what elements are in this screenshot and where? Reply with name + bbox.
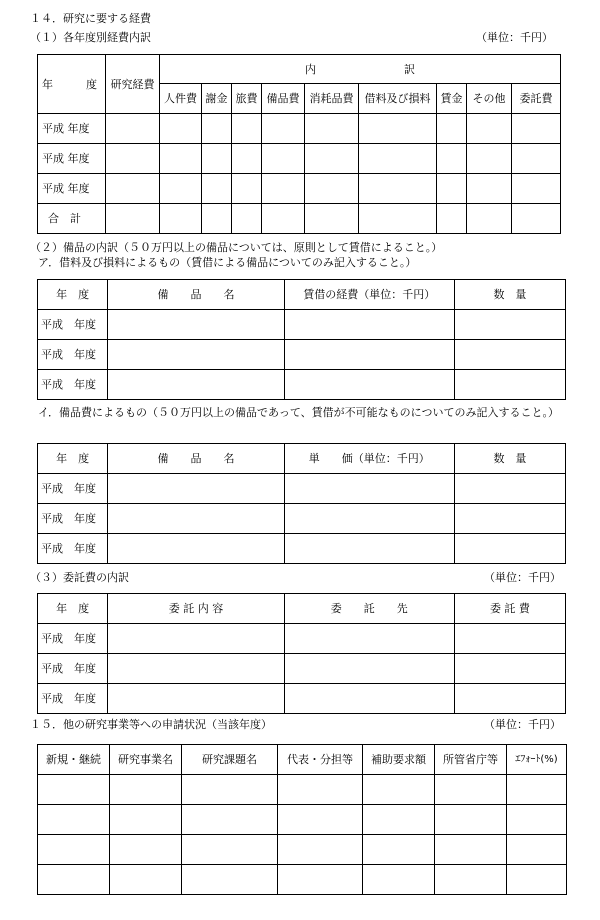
table-row [38,310,566,340]
year-label: 平成 年度 [38,624,108,654]
cell[interactable] [359,174,437,204]
header-research-topic: 研究課題名 [182,745,278,775]
header-quantity: 数 量 [454,280,565,310]
header-personnel: 人件費 [160,84,202,114]
year-label: 平成 年度 [38,174,106,204]
cell[interactable] [232,114,262,144]
cell[interactable] [467,114,512,144]
header-effort: ｴﾌｫｰﾄ(%) [507,745,567,775]
cell[interactable] [284,534,454,564]
cell[interactable] [106,174,160,204]
cell[interactable] [284,474,454,504]
header-new-continuing: 新規・継続 [38,745,110,775]
cell[interactable] [454,684,565,714]
cell[interactable] [363,805,435,835]
year-label: 平成 年度 [38,654,108,684]
cell[interactable] [160,114,202,144]
cell[interactable] [38,775,110,805]
cell[interactable] [108,624,284,654]
header-equipment: 備品費 [262,84,305,114]
header-rental: 借料及び損料 [359,84,437,114]
cell[interactable] [454,624,565,654]
cell[interactable] [512,144,561,174]
cell[interactable] [467,144,512,174]
cell[interactable] [435,865,507,895]
cell[interactable] [305,144,359,174]
cell[interactable] [160,204,202,234]
header-quantity: 数 量 [454,444,565,474]
sub2a-title: ア．借料及び損料によるもの（賃借による備品についてのみ記入すること。） [38,256,417,269]
cell[interactable] [262,204,305,234]
cell[interactable] [305,114,359,144]
purchased-equipment-table [37,443,566,564]
header-outsourcing-cost: 委 託 費 [454,594,565,624]
cell[interactable] [278,775,363,805]
cell[interactable] [202,204,232,234]
table-row [38,340,566,370]
header-outsourcing: 委託費 [512,84,561,114]
year-label: 平成 年度 [38,370,108,400]
header-role: 代表・分担等 [278,745,363,775]
cell[interactable] [262,174,305,204]
cell[interactable] [262,114,305,144]
cell[interactable] [512,204,561,234]
year-label: 平成 年度 [38,684,108,714]
rental-equipment-table [37,279,566,400]
cell[interactable] [507,775,567,805]
header-equipment-name: 備 品 名 [108,280,284,310]
cell[interactable] [359,144,437,174]
cell[interactable] [454,474,565,504]
header-wages: 賃金 [437,84,467,114]
section14-title: １４．研究に要する経費 [30,12,151,25]
header-outsourcing-content: 委 託 内 容 [108,594,284,624]
cell[interactable] [278,865,363,895]
cell[interactable] [284,684,454,714]
cell[interactable] [182,835,278,865]
table-row [38,624,566,654]
header-research-cost: 研究経費 [106,55,160,114]
header-year: 年 度 [38,594,108,624]
cell[interactable] [435,835,507,865]
total-label: 合 計 [38,204,106,234]
table-row [38,144,561,174]
cell[interactable] [284,340,454,370]
year-label: 平成 年度 [38,504,108,534]
cell[interactable] [110,805,182,835]
cell[interactable] [437,114,467,144]
header-travel: 旅費 [232,84,262,114]
table-row [38,504,566,534]
cell[interactable] [38,805,110,835]
cell[interactable] [284,504,454,534]
cell[interactable] [437,174,467,204]
header-unit-price: 単 価（単位：千円） [284,444,454,474]
year-label: 平成 年度 [38,474,108,504]
cell[interactable] [512,114,561,144]
table-row [38,805,567,835]
outsourcing-table [37,593,566,714]
year-label: 平成 年度 [38,310,108,340]
header-project-name: 研究事業名 [110,745,182,775]
cell[interactable] [108,654,284,684]
cell[interactable] [278,835,363,865]
cell[interactable] [305,204,359,234]
cell[interactable] [467,204,512,234]
table-row [38,114,561,144]
cell[interactable] [182,775,278,805]
cell[interactable] [110,865,182,895]
cell[interactable] [454,534,565,564]
cell[interactable] [38,865,110,895]
cell[interactable] [284,654,454,684]
header-year: 年 度 [38,444,108,474]
cell[interactable] [435,805,507,835]
header-equipment-name: 備 品 名 [108,444,284,474]
cell[interactable] [160,144,202,174]
sub2-title: （２）備品の内訳（５０万円以上の備品については、原則として賃借によること。） [30,241,443,254]
table-row [38,474,566,504]
other-applications-table [37,744,567,895]
cell[interactable] [437,144,467,174]
cell[interactable] [110,835,182,865]
year-label: 平成 年度 [38,144,106,174]
header-consumables: 消耗品費 [305,84,359,114]
sub3-unit: （単位：千円） [484,571,561,584]
table-row [38,684,566,714]
sub2b-title: イ．備品費によるもの（５０万円以上の備品であって、賃借が不可能なものについてのみ記入すること。） [38,406,559,419]
header-requested-amount: 補助要求額 [363,745,435,775]
cell[interactable] [454,310,565,340]
header-year: 年 度 [38,55,106,114]
table-row [38,174,561,204]
cell[interactable] [363,865,435,895]
cell[interactable] [435,775,507,805]
table-row [38,865,567,895]
cell[interactable] [284,370,454,400]
cell[interactable] [232,174,262,204]
cell[interactable] [108,340,284,370]
cell[interactable] [202,174,232,204]
cell[interactable] [359,114,437,144]
cell[interactable] [202,144,232,174]
cell[interactable] [454,504,565,534]
header-other: その他 [467,84,512,114]
cell[interactable] [437,204,467,234]
cell[interactable] [108,684,284,714]
cell[interactable] [232,204,262,234]
cell[interactable] [454,370,565,400]
cell[interactable] [454,654,565,684]
cell[interactable] [182,805,278,835]
sub1-unit: （単位：千円） [476,31,553,44]
header-contractor: 委 託 先 [284,594,454,624]
cell[interactable] [278,805,363,835]
cell[interactable] [108,504,284,534]
cell[interactable] [262,144,305,174]
cell[interactable] [232,144,262,174]
section15-title: １５．他の研究事業等への申請状況（当該年度） [30,718,272,731]
year-label: 平成 年度 [38,534,108,564]
table-row [38,534,566,564]
cell[interactable] [507,805,567,835]
cell[interactable] [363,775,435,805]
cell[interactable] [507,865,567,895]
cell[interactable] [284,310,454,340]
year-label: 平成 年度 [38,340,108,370]
sub1-title: （１）各年度別経費内訳 [30,31,151,44]
cell[interactable] [108,474,284,504]
table-row [38,775,567,805]
cell[interactable] [284,624,454,654]
cell[interactable] [38,835,110,865]
cell[interactable] [160,174,202,204]
cell[interactable] [363,835,435,865]
table-row [38,370,566,400]
cell[interactable] [507,835,567,865]
header-breakdown: 内 訳 [160,55,561,84]
cell[interactable] [106,114,160,144]
yearly-expense-table [37,54,561,234]
cell[interactable] [108,310,284,340]
cell[interactable] [108,534,284,564]
cell[interactable] [305,174,359,204]
cell[interactable] [106,204,160,234]
total-row [38,204,561,234]
cell[interactable] [202,114,232,144]
cell[interactable] [106,144,160,174]
header-ministry: 所管省庁等 [435,745,507,775]
header-honorarium: 謝金 [202,84,232,114]
cell[interactable] [182,865,278,895]
table-row [38,835,567,865]
cell[interactable] [454,340,565,370]
header-rental-cost: 賃借の経費（単位：千円） [284,280,454,310]
cell[interactable] [359,204,437,234]
cell[interactable] [110,775,182,805]
sub3-title: （３）委託費の内訳 [30,571,129,584]
section15-unit: （単位：千円） [484,718,561,731]
cell[interactable] [512,174,561,204]
header-year: 年 度 [38,280,108,310]
cell[interactable] [467,174,512,204]
year-label: 平成 年度 [38,114,106,144]
table-row [38,654,566,684]
cell[interactable] [108,370,284,400]
